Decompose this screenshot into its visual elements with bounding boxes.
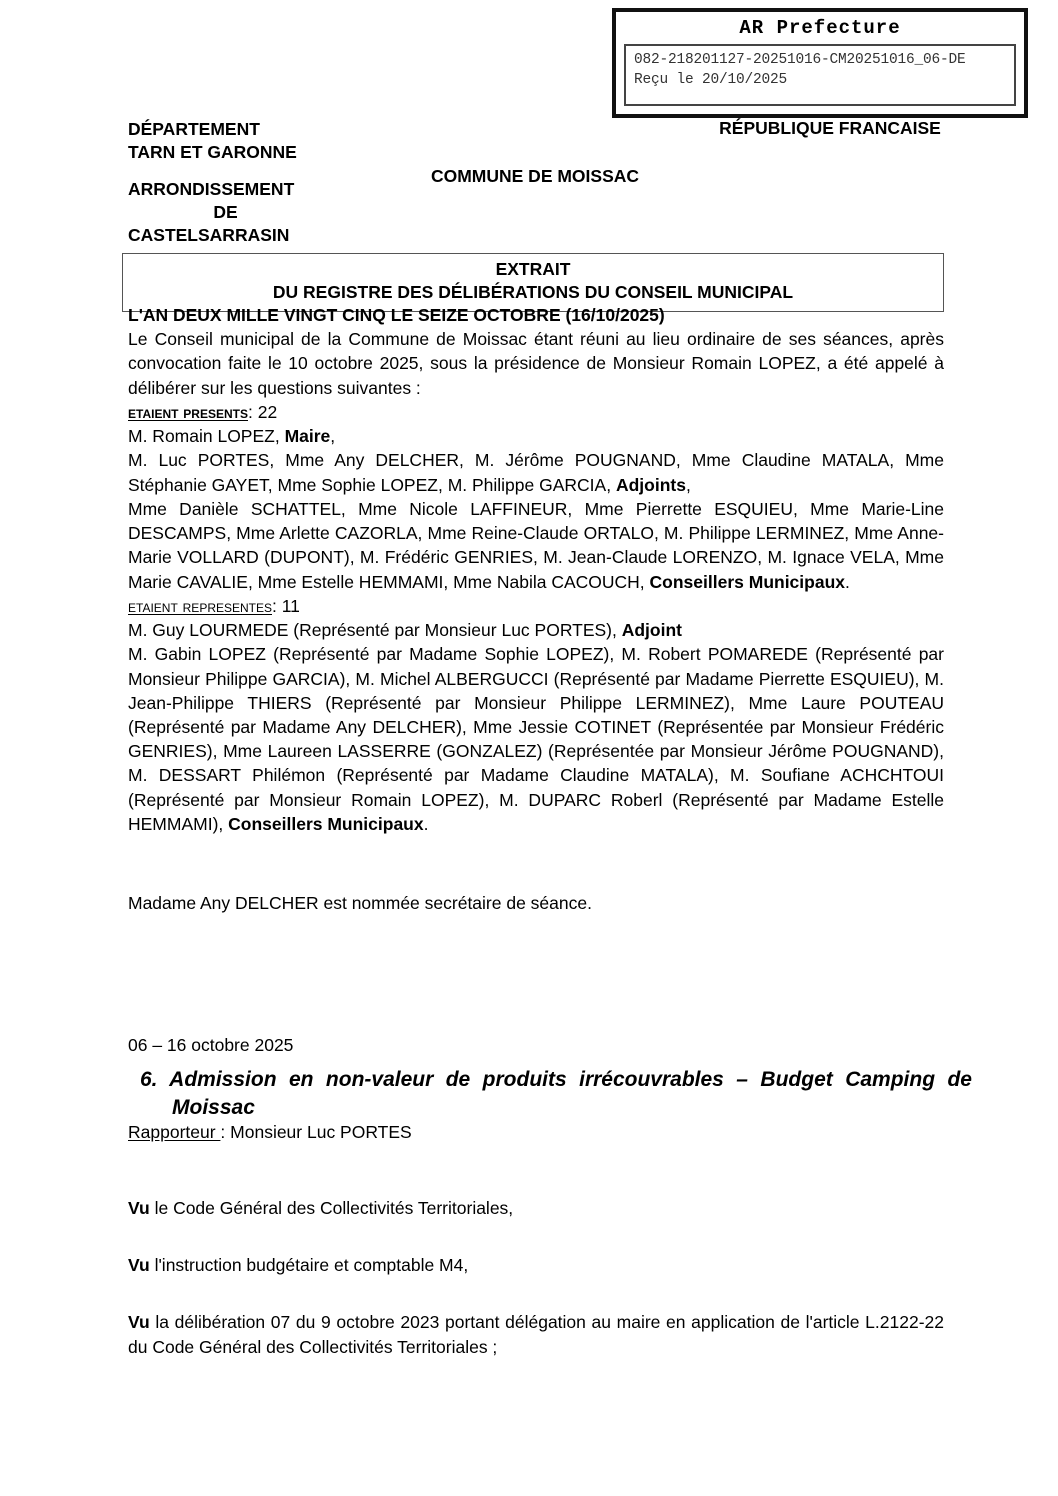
vu-prefix: Vu <box>128 1255 150 1276</box>
arrondissement-label: ARRONDISSEMENT <box>128 179 295 200</box>
represented-adjoint-role: Adjoint <box>621 620 682 641</box>
departement-label: DÉPARTEMENT <box>128 119 260 139</box>
presents-heading <box>128 400 944 424</box>
presents-adjoints-role: Adjoints <box>615 474 686 495</box>
departement-name: TARN ET GARONNE <box>128 142 297 163</box>
ar-prefecture-stamp <box>612 8 1028 118</box>
session-intro-paragraph: Le Conseil municipal de la Commune de Moissac étant réuni au lieu ordinaire de ses séances, après convocation faite le 10 octobre 2025, sous la présidence de Monsieur Romain LOPEZ, a été appelé à délibérer sur les questions suivantes : <box>128 329 944 398</box>
commune-title: COMMUNE DE MOISSAC <box>430 166 640 186</box>
ar-stamp-received-date: Reçu le 20/10/2025 <box>634 71 788 88</box>
presents-adjoints-tail: , <box>685 474 691 495</box>
presents-maire-role: Maire <box>284 426 331 447</box>
session-body <box>128 303 944 836</box>
presents-conseillers-tail: . <box>845 571 850 592</box>
presents-label: etaient presents <box>128 401 248 422</box>
presents-maire-name: M. Romain LOPEZ, <box>128 426 285 447</box>
ar-stamp-reference: 082-218201127-20251016-CM20251016_06-DE <box>634 52 966 68</box>
represented-conseillers-line <box>128 642 944 836</box>
session-date-title: L'AN DEUX MILLE VINGT CINQ LE SEIZE OCTOBRE (16/10/2025) <box>128 305 665 325</box>
rapporteur-label: Rapporteur <box>128 1122 221 1142</box>
deliberation-reference: 06 – 16 octobre 2025 <box>128 1035 294 1055</box>
presents-count: : 22 <box>248 401 278 422</box>
presents-conseillers-role: Conseillers Municipaux <box>649 571 845 592</box>
vu-text: le Code Général des Collectivités Territoriales, <box>149 1198 514 1218</box>
republique-francaise-title: RÉPUBLIQUE FRANCAISE <box>719 118 941 138</box>
ar-stamp-title: AR Prefecture <box>739 17 901 39</box>
extrait-line-2: DU REGISTRE DES DÉLIBÉRATIONS DU CONSEIL MUNICIPAL <box>272 282 794 303</box>
represented-adjoint-name: M. Guy LOURMEDE (Représenté par Monsieur Luc PORTES), <box>128 620 622 641</box>
deliberation-title: 6. Admission en non-valeur de produits irrécouvrables – Budget Camping de Moissac <box>140 1068 972 1119</box>
represented-label: etaient representes <box>128 595 272 616</box>
presents-conseillers-line <box>128 497 944 594</box>
presents-maire-line <box>128 424 944 448</box>
arrondissement-de: DE <box>213 202 238 223</box>
vu-prefix: Vu <box>128 1198 150 1218</box>
presents-maire-tail: , <box>330 426 336 447</box>
presents-adjoints-names: M. Luc PORTES, Mme Any DELCHER, M. Jérôme POUGNAND, Mme Claudine MATALA, Mme Stéphanie GAYET, Mme Sophie LOPEZ, M. Philippe GARCIA, <box>128 450 944 495</box>
presents-conseillers-names: Mme Danièle SCHATTEL, Mme Nicole LAFFINEUR, Mme Pierrette ESQUIEU, Mme Marie-Line DESCAMPS, Mme Arlette CAZORLA, Mme Reine-Claude ORTALO, M. Philippe LERMINEZ, Mme Anne-Marie VOLLARD (DUPONT), M. Frédéric GENRIES, M. Jean-Claude LORENZO, M. Ignace VELA, Mme Marie CAVALIE, Mme Estelle HEMMAMI, Mme Nabila CACOUCH, <box>128 498 944 592</box>
presents-adjoints-line <box>128 448 944 496</box>
vu-clause <box>128 1253 944 1277</box>
secretary-statement: Madame Any DELCHER est nommée secrétaire de séance. <box>128 893 592 913</box>
rapporteur-value: : Monsieur Luc PORTES <box>220 1122 412 1142</box>
rapporteur-line <box>128 1122 412 1143</box>
vu-prefix: Vu <box>128 1312 150 1333</box>
represented-adjoint-line <box>128 618 944 642</box>
represented-count: : 11 <box>272 595 300 616</box>
extrait-line-1: EXTRAIT <box>495 259 571 279</box>
represented-conseillers-names: M. Gabin LOPEZ (Représenté par Madame Sophie LOPEZ), M. Robert POMAREDE (Représenté par Monsieur Philippe GARCIA), M. Michel ALBERGUCCI (Représenté par Madame Pierrette ESQUIEU), M. Jean-Philippe THIERS (Représenté par Monsieur Philippe LERMINEZ), Mme Laure POUTEAU (Représenté par Madame Any DELCHER), Mme Jessie COTINET (Représentée par Monsieur Frédéric GENRIES), Mme Laureen LASSERRE (GONZALEZ) (Représentée par Monsieur Jérôme POUGNAND), M. DESSART Philémon (Représenté par Madame Claudine MATALA), M. Soufiane ACHCHTOUI (Représenté par Monsieur Romain LOPEZ), M. DUPARC Roberl (Représenté par Madame Estelle HEMMAMI), <box>128 644 944 834</box>
ar-stamp-details <box>624 44 1016 106</box>
represented-heading <box>128 594 944 618</box>
arrondissement-name: CASTELSARRASIN <box>128 225 290 246</box>
vu-text: la délibération 07 du 9 octobre 2023 portant délégation au maire en application de l'article L.2122-22 du Code Général des Collectivités Territoriales ; <box>128 1312 944 1357</box>
represented-conseillers-tail: . <box>423 813 429 834</box>
represented-conseillers-role: Conseillers Municipaux <box>228 813 424 834</box>
vu-clause <box>128 1196 944 1220</box>
vu-text: l'instruction budgétaire et comptable M4, <box>149 1255 469 1276</box>
vu-clause <box>128 1310 944 1358</box>
vu-clauses-block <box>128 1196 944 1359</box>
